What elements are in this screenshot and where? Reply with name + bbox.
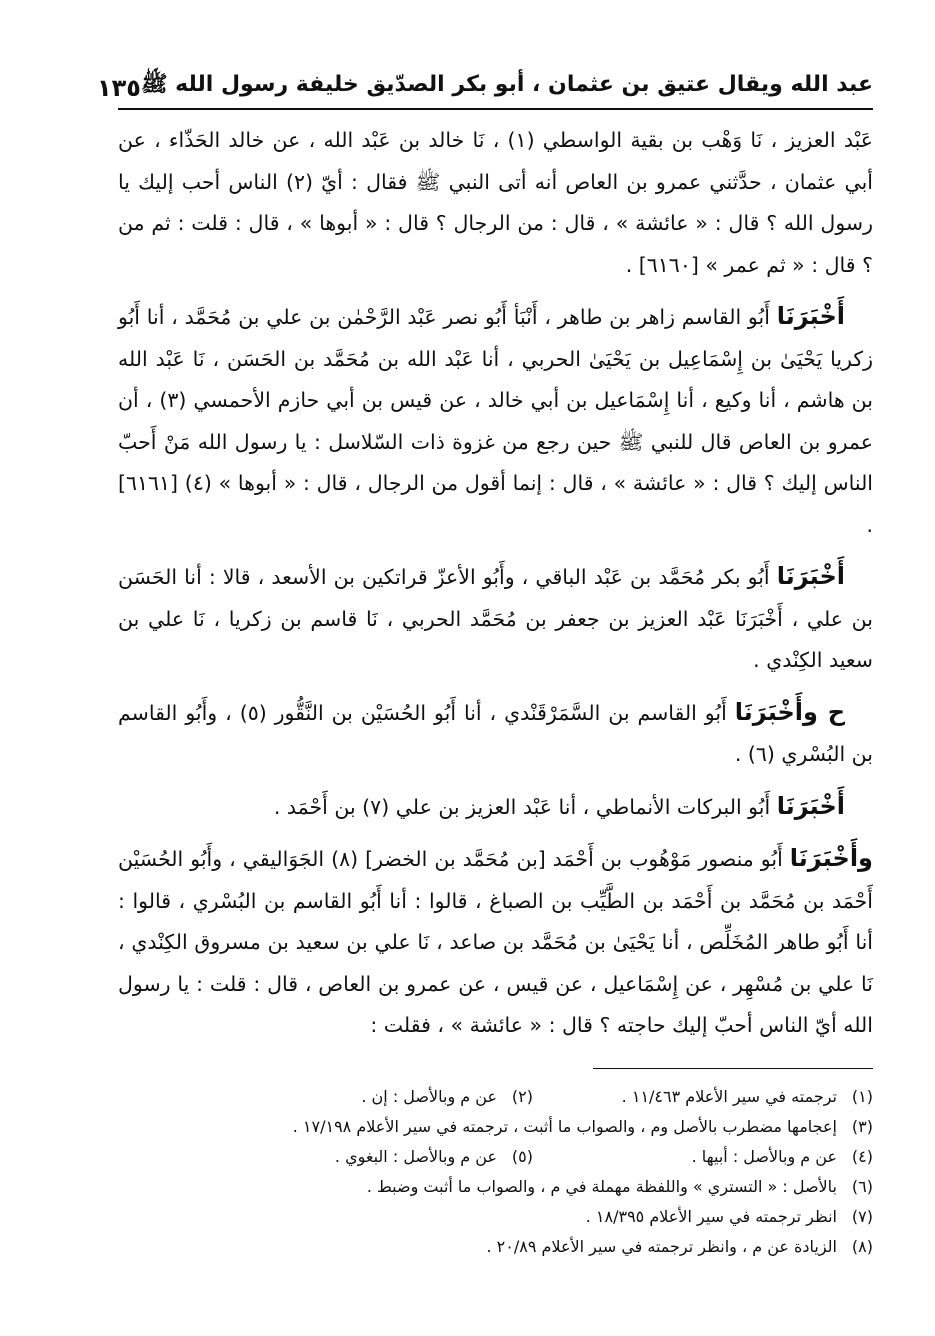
footnote-text: عن م وبالأصل : أبيها . bbox=[691, 1147, 837, 1166]
paragraph-6 bbox=[118, 838, 873, 1047]
footnote-8 bbox=[486, 1232, 873, 1262]
paragraph-2 bbox=[118, 296, 873, 546]
footnote-row bbox=[118, 1232, 873, 1262]
paragraph-text: أَبُو منصور مَوْهُوب بن أَحْمَد [بن مُحَمَّد بن الخضر] (٨) الجَوَاليقي ، وأَبُو الحُسَيْن أَحْمَد بن مُحَمَّد بن أَحْمَد بن الطَّيِّب بن الصباغ ، قالوا : أنا أَبُو القاسم بن البُسْري ، قالوا : أنا أَبُو طاهر المُخَلِّص ، أنا يَحْيَىٰ بن مُحَمَّد بن صاعد ، نَا علي بن سعيد بن مسروق الكِنْدي ، نَا علي بن مُسْهِر ، عن إِسْمَاعيل ، عن قيس ، عن عمرو بن العاص ، قال : قلت : يا رسول الله أيّ الناس أحبّ إليك حاجته ؟ قال : « عائشة » ، فقلت : bbox=[118, 847, 873, 1037]
footnote-4 bbox=[533, 1142, 873, 1172]
footnote-number: (١) bbox=[851, 1087, 873, 1106]
footnote-row bbox=[118, 1082, 873, 1112]
footnote-number: (٧) bbox=[851, 1207, 873, 1226]
paragraph-keyword: أَخْبَرَنَا bbox=[776, 791, 845, 820]
footnote-text: عن م وبالأصل : إن . bbox=[361, 1087, 497, 1106]
footnote-3 bbox=[293, 1112, 873, 1142]
footnote-text: انظر ترجمته في سير الأعلام ١٨/٣٩٥ . bbox=[585, 1207, 837, 1226]
paragraph-1 bbox=[118, 120, 873, 286]
page-number: ١٣٥ bbox=[96, 74, 141, 102]
footnote-row bbox=[118, 1172, 873, 1202]
footnote-text: ترجمته في سير الأعلام ١١/٤٦٣ . bbox=[621, 1087, 837, 1106]
footnote-6 bbox=[367, 1172, 873, 1202]
footnote-number: (٦) bbox=[851, 1177, 873, 1196]
footnote-row bbox=[118, 1142, 873, 1172]
footnote-number: (٢) bbox=[511, 1087, 533, 1106]
paragraph-text: أَبُو البركات الأنماطي ، أنا عَبْد العزيز بن علي (٧) بن أَحْمَد . bbox=[273, 794, 771, 819]
paragraph-keyword: أَخْبَرَنَا bbox=[776, 302, 845, 330]
footnotes bbox=[118, 1082, 873, 1262]
footnote-number: (٨) bbox=[851, 1237, 873, 1256]
header-rule bbox=[118, 108, 873, 110]
running-header bbox=[96, 58, 873, 102]
footnote-text: بالأصل : « التستري » واللفظة مهملة في م ، والصواب ما أثبت وضبط . bbox=[366, 1177, 837, 1196]
paragraph-keyword: ح وأَخْبَرَنَا bbox=[734, 697, 845, 726]
paragraph-keyword: وأَخْبَرَنَا bbox=[789, 844, 873, 872]
footnote-7 bbox=[586, 1202, 873, 1232]
paragraph-3 bbox=[118, 556, 873, 682]
footnote-2 bbox=[193, 1082, 533, 1112]
main-text bbox=[118, 120, 873, 1057]
paragraph-4 bbox=[118, 692, 873, 776]
footnote-number: (٤) bbox=[851, 1147, 873, 1166]
footnote-row bbox=[118, 1112, 873, 1142]
footnote-text: إعجامها مضطرب بالأصل وم ، والصواب ما أثبت ، ترجمته في سير الأعلام ١٧/١٩٨ . bbox=[292, 1117, 837, 1136]
paragraph-keyword: أَخْبَرَنَا bbox=[776, 562, 845, 590]
footnote-text: الزيادة عن م ، وانظر ترجمته في سير الأعلام ٢٠/٨٩ . bbox=[486, 1237, 837, 1256]
paragraph-text: أَبُو القاسم بن السَّمَرْقَنْدي ، أنا أَبُو الحُسَيْن بن النَّقُّور (٥) ، وأَبُو القاسم بن البُسْري (٦) . bbox=[118, 700, 873, 766]
footnote-rule bbox=[593, 1068, 873, 1069]
paragraph-text: أَبُو القاسم زاهر بن طاهر ، أَنْبَأ أَبُو نصر عَبْد الرَّحْمٰن بن علي بن مُحَمَّد ، أنا أَبُو زكريا يَحْيَىٰ بن إِسْمَاعِيل بن يَحْيَىٰ الحربي ، أنا عَبْد الله بن مُحَمَّد بن الحَسَن ، نَا عَبْد الله بن هاشم ، أنا وكيع ، أنا إِسْمَاعيل بن أبي خالد ، عن قيس بن أبي حازم الأحمسي (٣) ، أن عمرو بن العاص قال للنبي ﷺ حين رجع من غزوة ذات السّلاسل : يا رسول الله مَنْ أَحبّ الناس إليك ؟ قال : « عائشة » ، قال : إنما أقول من الرجال ، قال : « أبوها » (٤) [٦١٦١] . bbox=[118, 305, 874, 537]
paragraph-5 bbox=[118, 786, 873, 829]
footnote-number: (٥) bbox=[511, 1147, 533, 1166]
paragraph-text: عَبْد العزيز ، نَا وَهْب بن بقية الواسطي (١) ، نَا خالد بن عَبْد الله ، عن خالد الحَذّاء ، عن أبي عثمان ، حدَّثني عمرو بن العاص أنه أتى النبي ﷺ فقال : أيّ (٢) الناس أحب إليك يا رسول الله ؟ قال : « عائشة » ، قال : من الرجال ؟ قال : « أبوها » ، قال : قلت : ثم من ؟ قال : « ثم عمر » [٦١٦٠] . bbox=[118, 128, 874, 277]
paragraph-text: أَبُو بكر مُحَمَّد بن عَبْد الباقي ، وأَبُو الأعزّ قراتكين بن الأسعد ، قالا : أنا الحَسَن بن علي ، أَخْبَرَنَا عَبْد العزيز بن جعفر بن مُحَمَّد الحربي ، نَا قاسم بن زكريا ، نَا علي بن سعيد الكِنْدي . bbox=[118, 565, 873, 672]
header-title: عبد الله ويقال عتيق بن عثمان ، أبو بكر الصدّيق خليفة رسول الله ﷺ bbox=[140, 72, 873, 97]
footnote-text: عن م وبالأصل : البغوي . bbox=[334, 1147, 497, 1166]
footnote-5 bbox=[193, 1142, 533, 1172]
footnote-number: (٣) bbox=[851, 1117, 873, 1136]
footnote-1 bbox=[533, 1082, 873, 1112]
footnote-row bbox=[118, 1202, 873, 1232]
